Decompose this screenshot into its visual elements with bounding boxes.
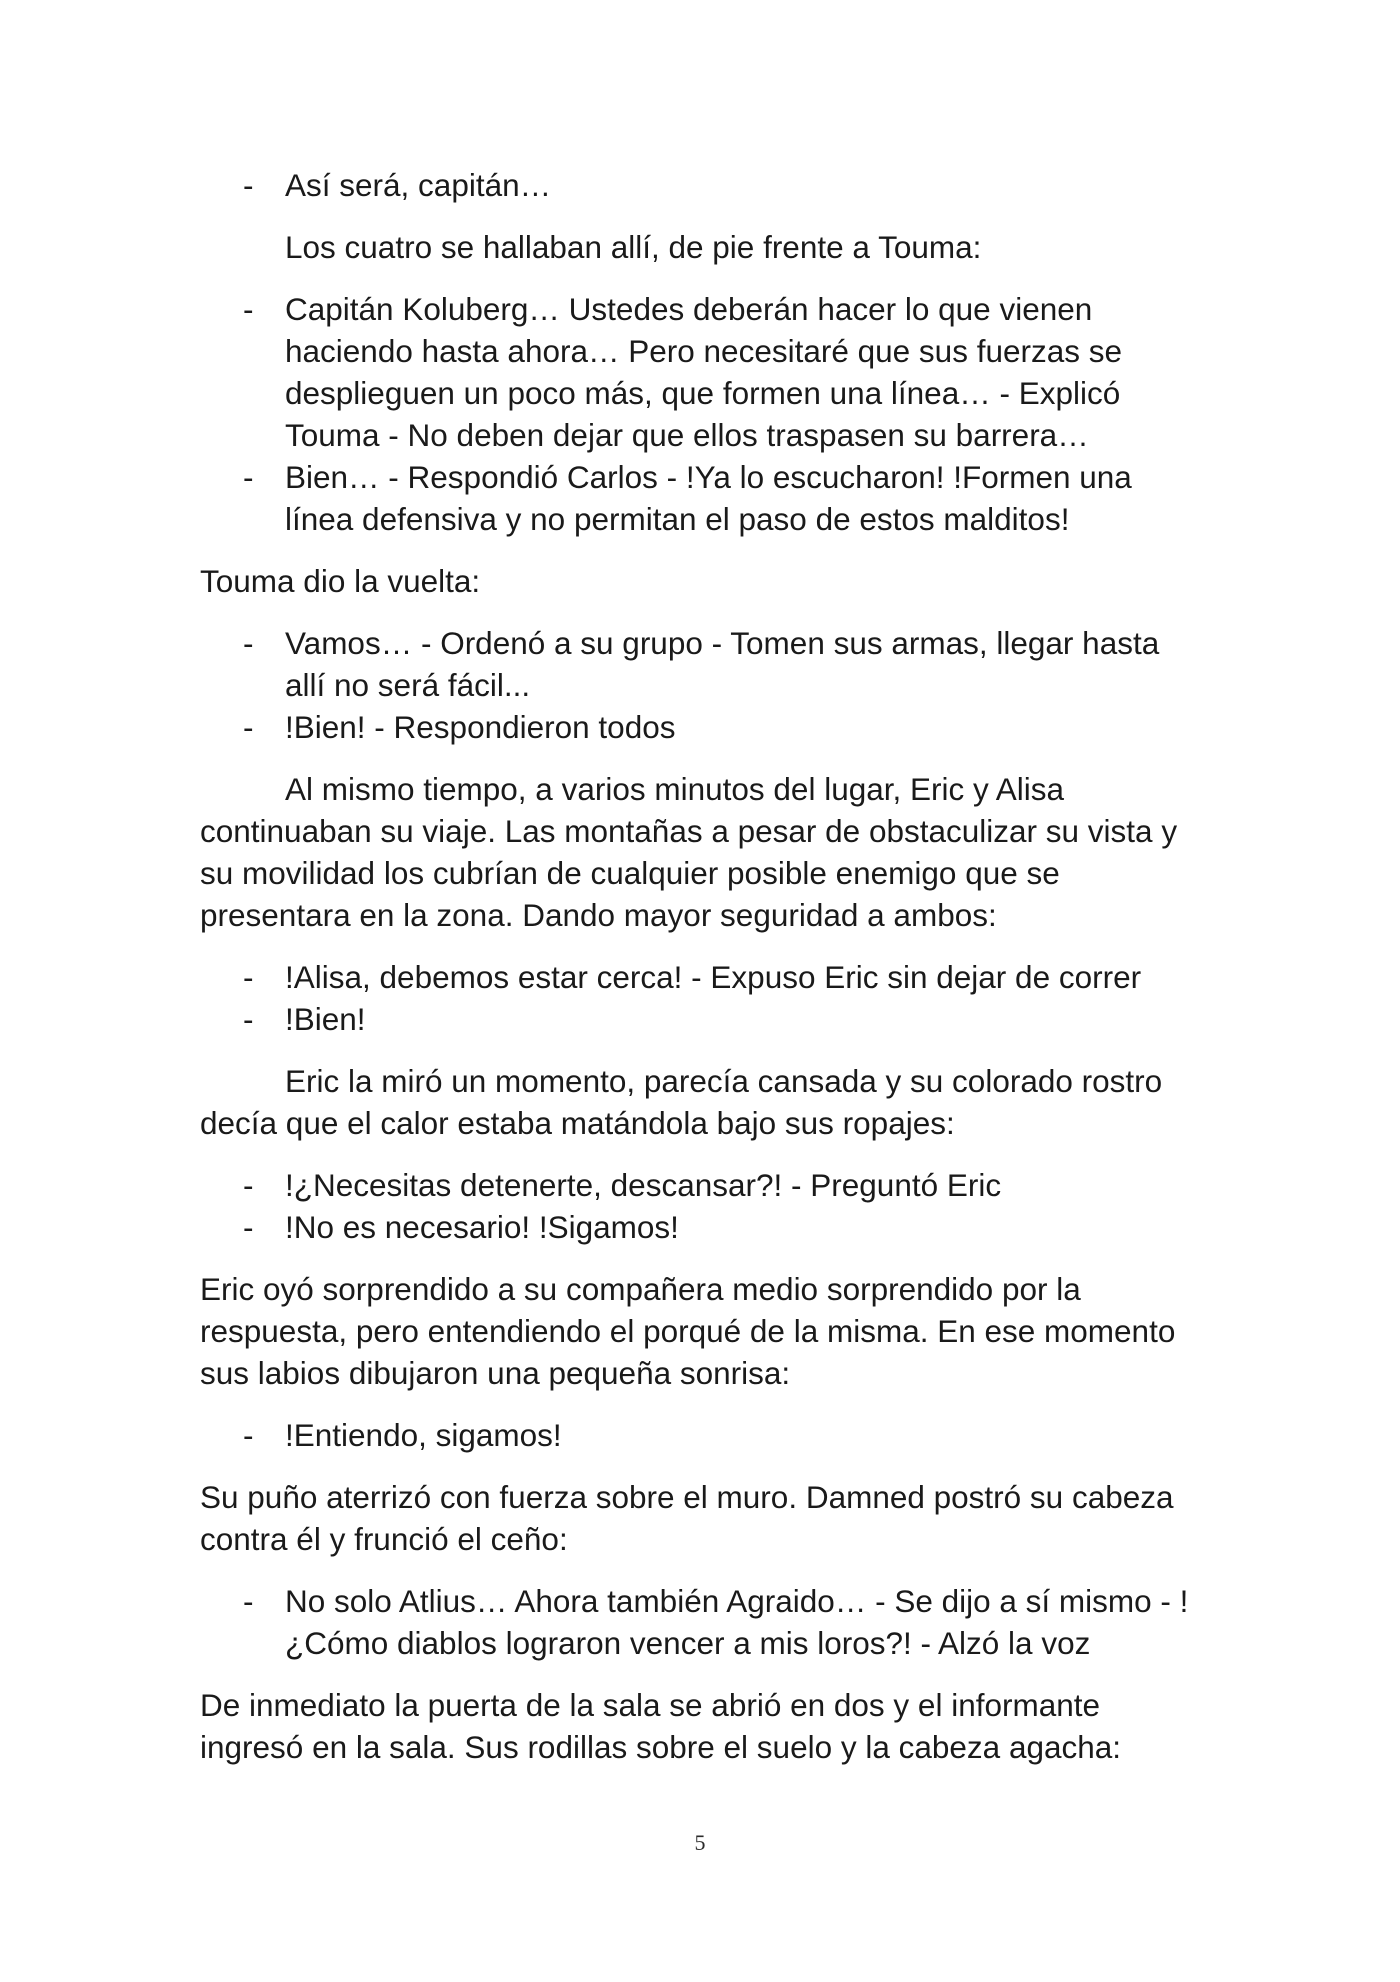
dialogue-line: [200, 456, 1200, 540]
dialogue-text: !Bien! - Respondieron todos: [285, 709, 676, 745]
dash-marker: -: [243, 167, 254, 203]
dash-marker: -: [243, 709, 254, 745]
page-number: 5: [694, 1830, 706, 1855]
narration-paragraph: Los cuatro se hallaban allí, de pie frente a Touma:: [285, 229, 982, 265]
dialogue-text: Vamos… - Ordenó a su grupo - Tomen sus armas, llegar hasta allí no será fácil...: [285, 625, 1160, 703]
dialogue-text: Así será, capitán…: [285, 167, 552, 203]
narration-paragraph: Al mismo tiempo, a varios minutos del lugar, Eric y Alisa continuaban su viaje. Las montañas a pesar de obstaculizar su vista y su movilidad los cubrían de cualquier posible enemigo que se presentara en la zona. Dando mayor seguridad a ambos:: [200, 771, 1178, 933]
dialogue-list: [200, 288, 1200, 540]
dialogue-text: !¿Necesitas detenerte, descansar?! - Preguntó Eric: [285, 1167, 1002, 1203]
dash-marker: -: [243, 1209, 254, 1245]
dash-marker: -: [243, 1001, 254, 1037]
dash-marker: -: [243, 291, 254, 327]
dialogue-line: [200, 998, 1200, 1040]
narration-paragraph: De inmediato la puerta de la sala se abrió en dos y el informante ingresó en la sala. Sus rodillas sobre el suelo y la cabeza agacha:: [200, 1687, 1122, 1765]
dash-marker: -: [243, 625, 254, 661]
dialogue-line: [200, 706, 1200, 748]
dash-marker: -: [243, 459, 254, 495]
dialogue-line: [200, 1206, 1200, 1248]
dialogue-list: [200, 1164, 1200, 1248]
dialogue-line: [200, 1580, 1200, 1664]
dialogue-text: Capitán Koluberg… Ustedes deberán hacer lo que vienen haciendo hasta ahora… Pero necesitaré que sus fuerzas se desplieguen un poco más, que formen una línea… - Explicó Touma - No deben dejar que ellos traspasen su barrera…: [285, 291, 1123, 453]
narration-paragraph: Su puño aterrizó con fuerza sobre el muro. Damned postró su cabeza contra él y frunció el ceño:: [200, 1479, 1174, 1557]
dialogue-text: Bien… - Respondió Carlos - !Ya lo escucharon! !Formen una línea defensiva y no permitan el paso de estos malditos!: [285, 459, 1132, 537]
narration-paragraph: Eric oyó sorprendido a su compañera medio sorprendido por la respuesta, pero entendiendo el porqué de la misma. En ese momento sus labios dibujaron una pequeña sonrisa:: [200, 1271, 1176, 1391]
dash-marker: -: [243, 959, 254, 995]
dialogue-text: !Entiendo, sigamos!: [285, 1417, 562, 1453]
dialogue-line: [200, 288, 1200, 456]
dash-marker: -: [243, 1417, 254, 1453]
dialogue-line: [200, 1414, 1200, 1456]
dialogue-line: [200, 1164, 1200, 1206]
dialogue-text: !No es necesario! !Sigamos!: [285, 1209, 679, 1245]
page-body: [200, 164, 1200, 1788]
dash-marker: -: [243, 1583, 254, 1619]
dialogue-list: [200, 1580, 1200, 1664]
dialogue-list: [200, 622, 1200, 748]
dialogue-list: [200, 956, 1200, 1040]
dialogue-list: [200, 164, 1200, 206]
dialogue-line: [200, 956, 1200, 998]
dialogue-line: [200, 622, 1200, 706]
dialogue-line: [200, 164, 1200, 206]
dialogue-text: No solo Atlius… Ahora también Agraido… - Se dijo a sí mismo - !¿Cómo diablos lograron vencer a mis loros?! - Alzó la voz: [285, 1583, 1189, 1661]
dialogue-list: [200, 1414, 1200, 1456]
dialogue-text: !Alisa, debemos estar cerca! - Expuso Eric sin dejar de correr: [285, 959, 1142, 995]
dash-marker: -: [243, 1167, 254, 1203]
narration-paragraph: Touma dio la vuelta:: [200, 563, 481, 599]
narration-paragraph: Eric la miró un momento, parecía cansada y su colorado rostro decía que el calor estaba matándola bajo sus ropajes:: [200, 1063, 1163, 1141]
dialogue-text: !Bien!: [285, 1001, 366, 1037]
